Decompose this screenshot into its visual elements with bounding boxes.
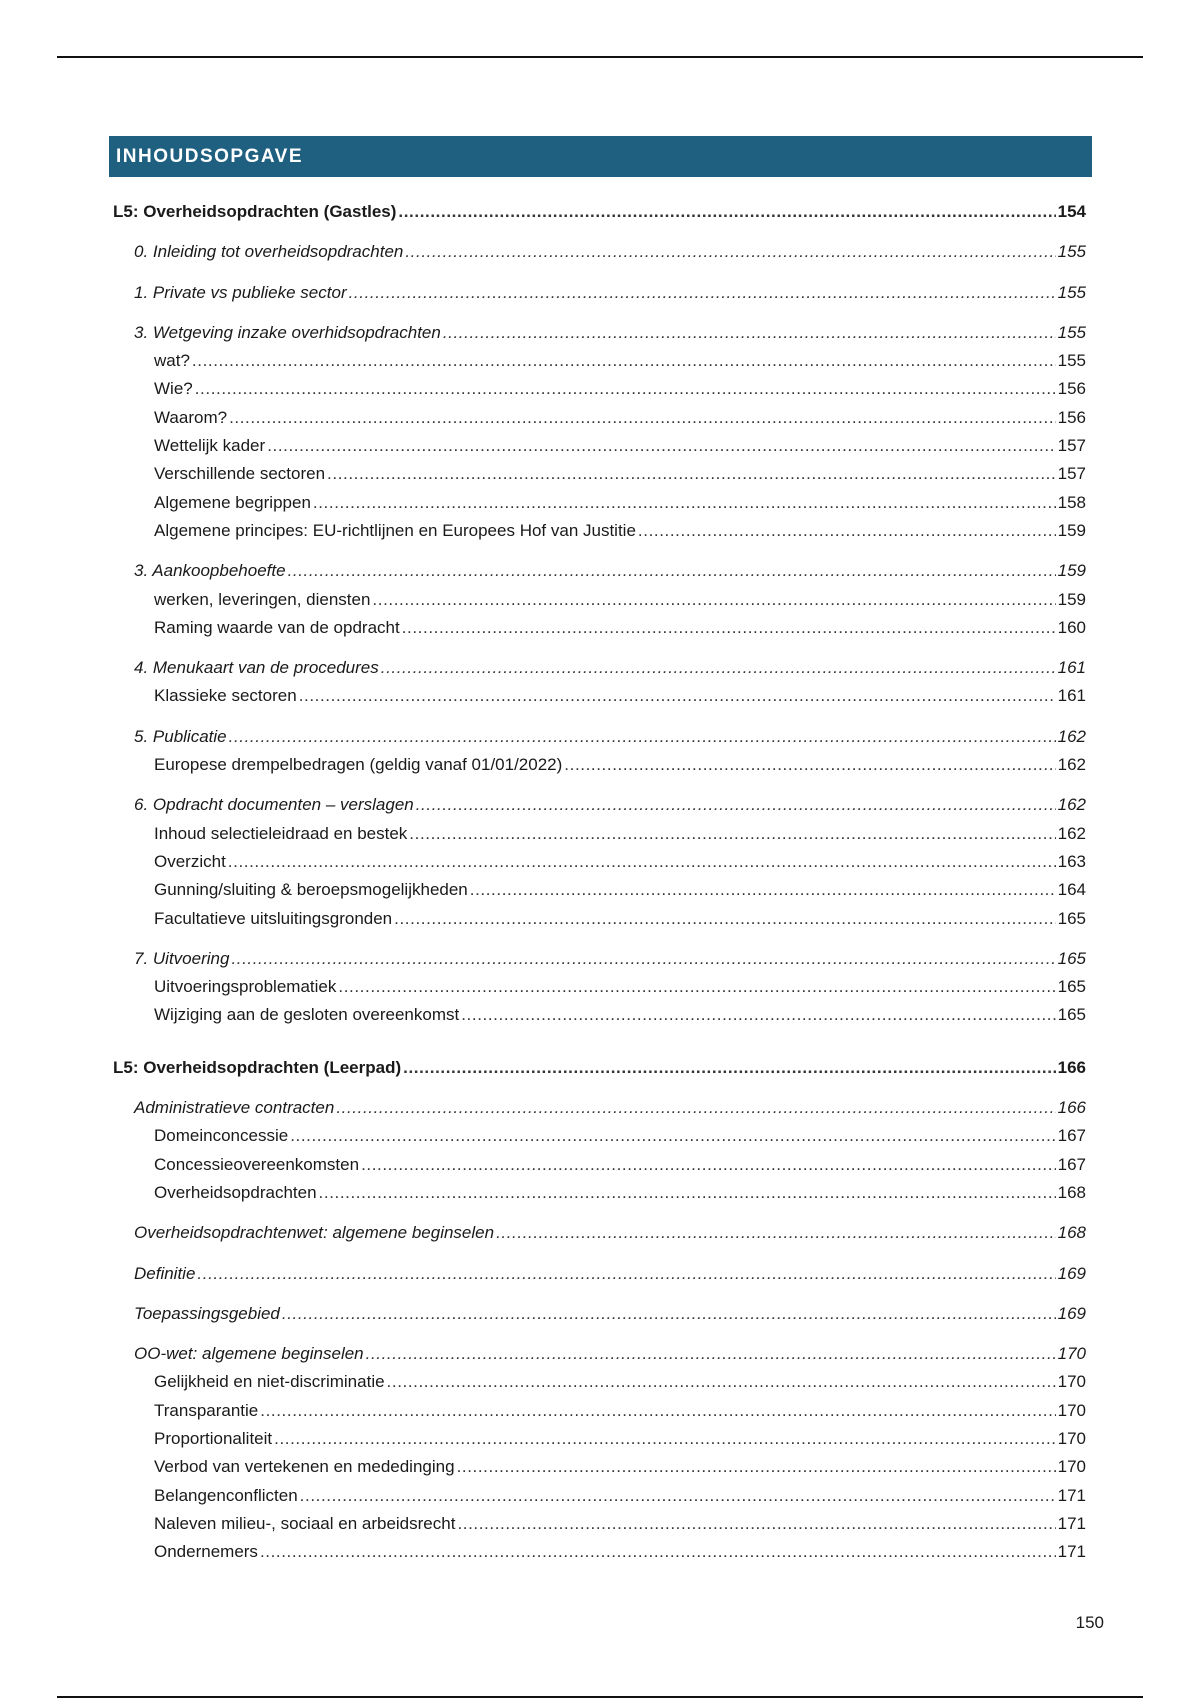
dot-leader xyxy=(416,791,1056,819)
dot-leader xyxy=(361,1151,1056,1179)
dot-leader xyxy=(274,1425,1056,1453)
toc-entry-title: Facultatieve uitsluitingsgronden xyxy=(154,908,393,928)
toc-entry[interactable] xyxy=(113,1151,1086,1179)
toc-entry[interactable] xyxy=(113,238,1086,266)
toc-entry-page: 166 xyxy=(1057,1057,1086,1077)
toc-entry-title: L5: Overheidsopdrachten (Gastles) xyxy=(113,202,397,221)
toc-entry-page: 171 xyxy=(1057,1542,1086,1562)
toc-entry-page: 165 xyxy=(1057,908,1086,928)
toc-entry[interactable] xyxy=(113,848,1086,876)
toc-entry-title: OO-wet: algemene beginselen xyxy=(134,1344,364,1364)
bottom-rule xyxy=(57,1696,1143,1698)
toc-entry[interactable] xyxy=(113,1482,1086,1510)
toc-entry[interactable] xyxy=(113,404,1086,432)
toc-entry-title: 4. Menukaart van de procedures xyxy=(134,658,379,678)
dot-leader xyxy=(231,945,1055,973)
toc-entry-page: 168 xyxy=(1057,1223,1086,1243)
toc-entry[interactable] xyxy=(113,1179,1086,1207)
toc-heading: INHOUDSOPGAVE xyxy=(109,136,1092,177)
toc-entry-page: 167 xyxy=(1057,1126,1086,1146)
toc-entry[interactable] xyxy=(113,489,1086,517)
toc-entry-title: Naleven milieu-, sociaal en arbeidsrecht xyxy=(154,1513,456,1533)
toc-entry-title: wat? xyxy=(154,351,190,371)
toc-entry[interactable] xyxy=(113,1425,1086,1453)
toc-entry[interactable] xyxy=(113,1122,1086,1150)
top-rule xyxy=(57,56,1143,58)
toc-entry-page: 160 xyxy=(1057,617,1086,637)
toc-entry-title: Inhoud selectieleidraad en bestek xyxy=(154,823,408,843)
dot-leader xyxy=(366,1340,1056,1368)
toc-entry-page: 155 xyxy=(1057,322,1086,342)
toc-entry[interactable] xyxy=(113,1538,1086,1566)
toc-entry-title: Definitie xyxy=(134,1263,196,1283)
toc-entry-title: 3. Aankoopbehoefte xyxy=(134,561,286,581)
dot-leader xyxy=(228,848,1056,876)
dot-leader xyxy=(195,375,1056,403)
toc-entry-title: Klassieke sectoren xyxy=(154,686,297,706)
toc-entry[interactable] xyxy=(113,1054,1086,1082)
dot-leader xyxy=(394,905,1055,933)
dot-leader xyxy=(387,1368,1056,1396)
table-of-contents xyxy=(113,198,1086,1566)
toc-entry-page: 162 xyxy=(1057,726,1086,746)
toc-entry-page: 157 xyxy=(1057,436,1086,456)
toc-entry-title: 5. Publicatie xyxy=(134,726,227,746)
toc-entry-page: 170 xyxy=(1057,1344,1086,1364)
dot-leader xyxy=(398,198,1055,226)
toc-entry-title: Waarom? xyxy=(154,407,228,427)
toc-entry-page: 162 xyxy=(1057,823,1086,843)
toc-entry[interactable] xyxy=(113,654,1086,682)
toc-entry-page: 170 xyxy=(1057,1400,1086,1420)
toc-entry-title: Ondernemers xyxy=(154,1542,258,1562)
toc-entry[interactable] xyxy=(113,791,1086,819)
toc-entry-page: 159 xyxy=(1057,561,1086,581)
dot-leader xyxy=(496,1219,1056,1247)
toc-entry[interactable] xyxy=(113,973,1086,1001)
toc-entry-title: Verbod van vertekenen en mededinging xyxy=(154,1457,455,1477)
toc-entry[interactable] xyxy=(113,614,1086,642)
dot-leader xyxy=(300,1482,1056,1510)
toc-entry-title: 0. Inleiding tot overheidsopdrachten xyxy=(134,242,404,262)
dot-leader xyxy=(288,557,1056,585)
toc-entry-title: Uitvoeringsproblematiek xyxy=(154,977,337,997)
toc-entry-page: 170 xyxy=(1057,1372,1086,1392)
toc-entry-title: werken, leveringen, diensten xyxy=(154,589,371,609)
toc-entry-title: Gelijkheid en niet-discriminatie xyxy=(154,1372,385,1392)
toc-entry[interactable] xyxy=(113,1219,1086,1247)
dot-leader xyxy=(470,876,1056,904)
toc-entry-page: 162 xyxy=(1057,795,1086,815)
toc-entry-title: Raming waarde van de opdracht xyxy=(154,617,400,637)
dot-leader xyxy=(229,404,1056,432)
toc-entry-page: 156 xyxy=(1057,407,1086,427)
toc-entry-page: 159 xyxy=(1057,520,1086,540)
dot-leader xyxy=(260,1397,1055,1425)
toc-entry[interactable] xyxy=(113,198,1086,226)
dot-leader xyxy=(457,1510,1055,1538)
toc-entry-page: 155 xyxy=(1057,351,1086,371)
toc-entry-page: 158 xyxy=(1057,492,1086,512)
toc-entry-title: Gunning/sluiting & beroepsmogelijkheden xyxy=(154,880,468,900)
toc-entry-page: 161 xyxy=(1057,658,1086,678)
dot-leader xyxy=(327,460,1056,488)
dot-leader xyxy=(336,1094,1055,1122)
toc-entry-title: Wettelijk kader xyxy=(154,436,266,456)
toc-entry-page: 156 xyxy=(1057,379,1086,399)
toc-entry-title: Proportionaliteit xyxy=(154,1428,273,1448)
toc-entry-page: 157 xyxy=(1057,464,1086,484)
toc-entry-page: 165 xyxy=(1057,1005,1086,1025)
toc-entry[interactable] xyxy=(113,1300,1086,1328)
dot-leader xyxy=(299,682,1056,710)
dot-leader xyxy=(409,820,1055,848)
toc-entry-title: Belangenconflicten xyxy=(154,1485,298,1505)
toc-entry-page: 154 xyxy=(1057,202,1086,221)
dot-leader xyxy=(282,1300,1056,1328)
toc-entry[interactable] xyxy=(113,432,1086,460)
dot-leader xyxy=(402,614,1056,642)
dot-leader xyxy=(267,432,1055,460)
toc-entry-page: 171 xyxy=(1057,1485,1086,1505)
toc-entry[interactable] xyxy=(113,460,1086,488)
toc-entry[interactable] xyxy=(113,557,1086,585)
toc-entry[interactable] xyxy=(113,1368,1086,1396)
dot-leader xyxy=(197,1260,1055,1288)
toc-entry[interactable] xyxy=(113,1453,1086,1481)
dot-leader xyxy=(349,279,1056,307)
toc-entry-title: Wijziging aan de gesloten overeenkomst xyxy=(154,1005,460,1025)
toc-entry-page: 169 xyxy=(1057,1303,1086,1323)
toc-entry-title: 1. Private vs publieke sector xyxy=(134,282,347,302)
toc-entry-title: Administratieve contracten xyxy=(134,1098,335,1118)
dot-leader xyxy=(338,973,1055,1001)
toc-entry[interactable] xyxy=(113,1510,1086,1538)
toc-entry-page: 168 xyxy=(1057,1182,1086,1202)
toc-entry-title: Algemene begrippen xyxy=(154,492,311,512)
toc-entry-title: 7. Uitvoering xyxy=(134,948,230,968)
toc-entry-title: Overheidsopdrachtenwet: algemene beginselen xyxy=(134,1223,495,1243)
toc-entry[interactable] xyxy=(113,945,1086,973)
toc-entry-title: Europese drempelbedragen (geldig vanaf 01/01/2022) xyxy=(154,755,563,775)
toc-entry-page: 163 xyxy=(1057,851,1086,871)
toc-entry-page: 165 xyxy=(1057,977,1086,997)
toc-entry[interactable] xyxy=(113,820,1086,848)
toc-entry-title: Algemene principes: EU-richtlijnen en Europees Hof van Justitie xyxy=(154,520,636,540)
dot-leader xyxy=(313,489,1056,517)
dot-leader xyxy=(457,1453,1056,1481)
toc-entry-title: Overheidsopdrachten xyxy=(154,1182,317,1202)
dot-leader xyxy=(290,1122,1055,1150)
toc-entry[interactable] xyxy=(113,723,1086,751)
toc-entry-title: Verschillende sectoren xyxy=(154,464,326,484)
toc-entry-title: Toepassingsgebied xyxy=(134,1303,280,1323)
toc-entry[interactable] xyxy=(113,347,1086,375)
toc-entry[interactable] xyxy=(113,876,1086,904)
toc-entry-title: Transparantie xyxy=(154,1400,259,1420)
toc-entry-page: 170 xyxy=(1057,1428,1086,1448)
toc-entry[interactable] xyxy=(113,1260,1086,1288)
toc-entry-title: 3. Wetgeving inzake overhidsopdrachten xyxy=(134,322,441,342)
toc-entry-title: Wie? xyxy=(154,379,193,399)
toc-entry-title: Overzicht xyxy=(154,851,226,871)
dot-leader xyxy=(319,1179,1056,1207)
toc-entry[interactable] xyxy=(113,375,1086,403)
dot-leader xyxy=(229,723,1056,751)
dot-leader xyxy=(372,586,1055,614)
toc-entry-page: 167 xyxy=(1057,1154,1086,1174)
dot-leader xyxy=(381,654,1056,682)
toc-entry[interactable] xyxy=(113,586,1086,614)
dot-leader xyxy=(461,1001,1055,1029)
page-number: 150 xyxy=(1075,1613,1104,1632)
toc-entry-page: 169 xyxy=(1057,1263,1086,1283)
toc-entry-page: 164 xyxy=(1057,880,1086,900)
dot-leader xyxy=(443,319,1056,347)
toc-entry-page: 161 xyxy=(1057,686,1086,706)
toc-entry-title: Domeinconcessie xyxy=(154,1126,289,1146)
toc-entry-page: 155 xyxy=(1057,242,1086,262)
toc-entry[interactable] xyxy=(113,1340,1086,1368)
dot-leader xyxy=(260,1538,1056,1566)
toc-entry[interactable] xyxy=(113,517,1086,545)
toc-entry-page: 170 xyxy=(1057,1457,1086,1477)
dot-leader xyxy=(403,1054,1056,1082)
toc-entry-page: 159 xyxy=(1057,589,1086,609)
dot-leader xyxy=(192,347,1056,375)
toc-entry[interactable] xyxy=(113,905,1086,933)
toc-entry-page: 165 xyxy=(1057,948,1086,968)
toc-entry-title: L5: Overheidsopdrachten (Leerpad) xyxy=(113,1057,402,1077)
dot-leader xyxy=(638,517,1056,545)
toc-entry-page: 166 xyxy=(1057,1098,1086,1118)
toc-entry[interactable] xyxy=(113,1397,1086,1425)
toc-entry[interactable] xyxy=(113,1001,1086,1029)
toc-entry-title: Concessieovereenkomsten xyxy=(154,1154,360,1174)
toc-entry-page: 171 xyxy=(1057,1513,1086,1533)
toc-entry-title: 6. Opdracht documenten – verslagen xyxy=(134,795,414,815)
toc-entry[interactable] xyxy=(113,319,1086,347)
toc-entry[interactable] xyxy=(113,682,1086,710)
dot-leader xyxy=(564,751,1055,779)
toc-entry[interactable] xyxy=(113,751,1086,779)
dot-leader xyxy=(405,238,1055,266)
toc-entry-page: 162 xyxy=(1057,755,1086,775)
toc-entry[interactable] xyxy=(113,1094,1086,1122)
toc-entry-page: 155 xyxy=(1057,282,1086,302)
toc-entry[interactable] xyxy=(113,279,1086,307)
